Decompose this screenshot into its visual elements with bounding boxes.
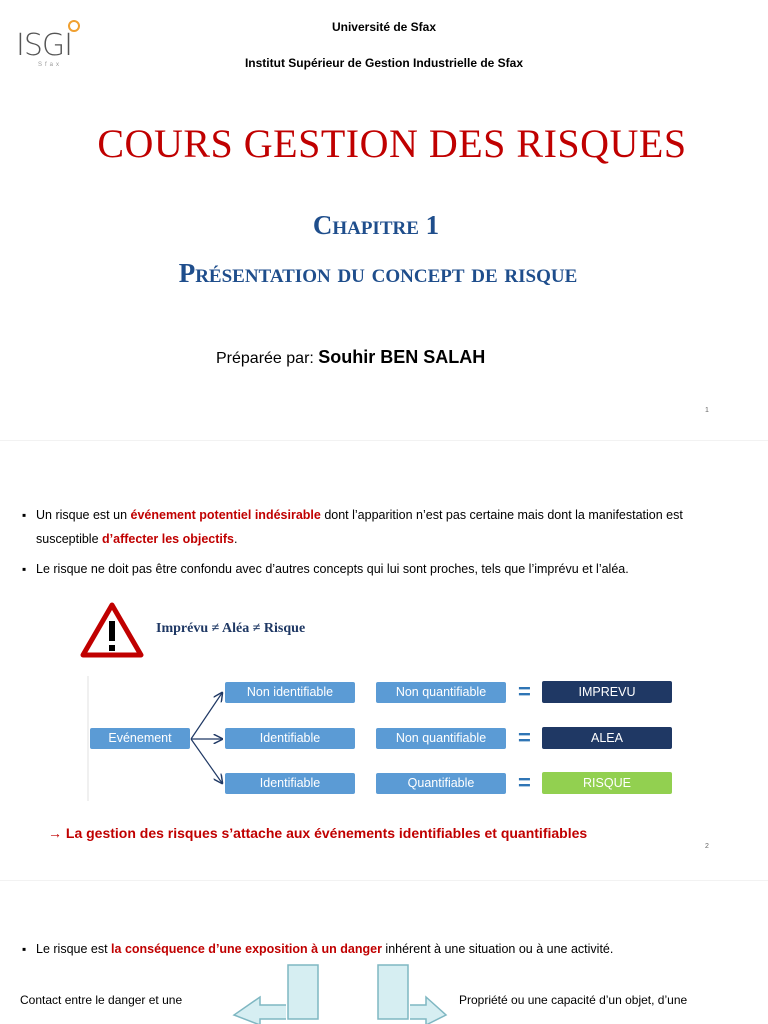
cover-slide (0, 0, 768, 440)
identifiability-box: Identifiable (225, 728, 355, 749)
prepared-by (216, 347, 485, 368)
bullet-item: ▪ Le risque ne doit pas être confondu avec d’autres concepts qui lui sont proches, tels que l’imprévu et l’aléa. (22, 557, 742, 581)
quantifiability-box: Non quantifiable (376, 728, 506, 749)
event-box: Evénement (90, 728, 190, 749)
bullet-item (22, 503, 742, 551)
equals-sign: = (518, 679, 531, 704)
identifiability-box: Identifiable (225, 773, 355, 794)
page-number: 1 (705, 407, 709, 414)
bullet-text: inhérent à une situation ou à une activité. (381, 942, 614, 956)
property-text: Propriété ou une capacité d’un objet, d’une (459, 993, 688, 1007)
logo-text: ISGI (16, 28, 72, 63)
bullet-text: . (234, 532, 238, 546)
page-number: 2 (705, 843, 709, 850)
result-alea: ALEA (542, 727, 672, 749)
institute-name: Institut Supérieur de Gestion Industrielle de Sfax (244, 56, 524, 70)
flow-arrows (230, 963, 450, 1024)
danger-slide (0, 880, 768, 1024)
highlight-text: événement potentiel indésirable (130, 508, 321, 522)
quantifiability-box: Non quantifiable (376, 682, 506, 703)
equals-sign: = (518, 770, 531, 795)
quantifiability-box: Quantifiable (376, 773, 506, 794)
bullet-item (22, 937, 742, 961)
author-name: Souhir BEN SALAH (318, 347, 486, 367)
chapter-subtitle: Présentation du concept de risque (178, 258, 578, 288)
bullet-list (22, 503, 742, 587)
result-imprevu: IMPREVU (542, 681, 672, 703)
result-risque: RISQUE (542, 772, 672, 794)
highlight-text: d’affecter les objectifs (102, 532, 235, 546)
identifiability-box: Non identifiable (225, 682, 355, 703)
university-name: Université de Sfax (331, 20, 437, 34)
chapter-title: Chapitre 1 (312, 210, 440, 240)
prepared-by-label: Préparée par: (216, 350, 319, 367)
highlight-text: la conséquence d’une exposition à un danger (111, 942, 382, 956)
course-title: COURS GESTION DES RISQUES (97, 121, 687, 166)
diagram-title: Imprévu ≠ Aléa ≠ Risque (156, 621, 306, 636)
equals-sign: = (518, 725, 531, 750)
contact-text: Contact entre le danger et une (20, 993, 183, 1007)
bullet-text: Le risque est (36, 942, 112, 956)
risk-diagram (76, 601, 684, 806)
definition-slide (0, 440, 768, 880)
bullet-text: Un risque est un (36, 508, 131, 522)
logo-sub: Sfax (38, 62, 63, 68)
conclusion-text: → La gestion des risques s’attache aux événements identifiables et quantifiables (48, 825, 588, 841)
bullet-text: dont l’apparition n’est pas certaine mais dont la manifestation est susceptible (36, 508, 683, 546)
